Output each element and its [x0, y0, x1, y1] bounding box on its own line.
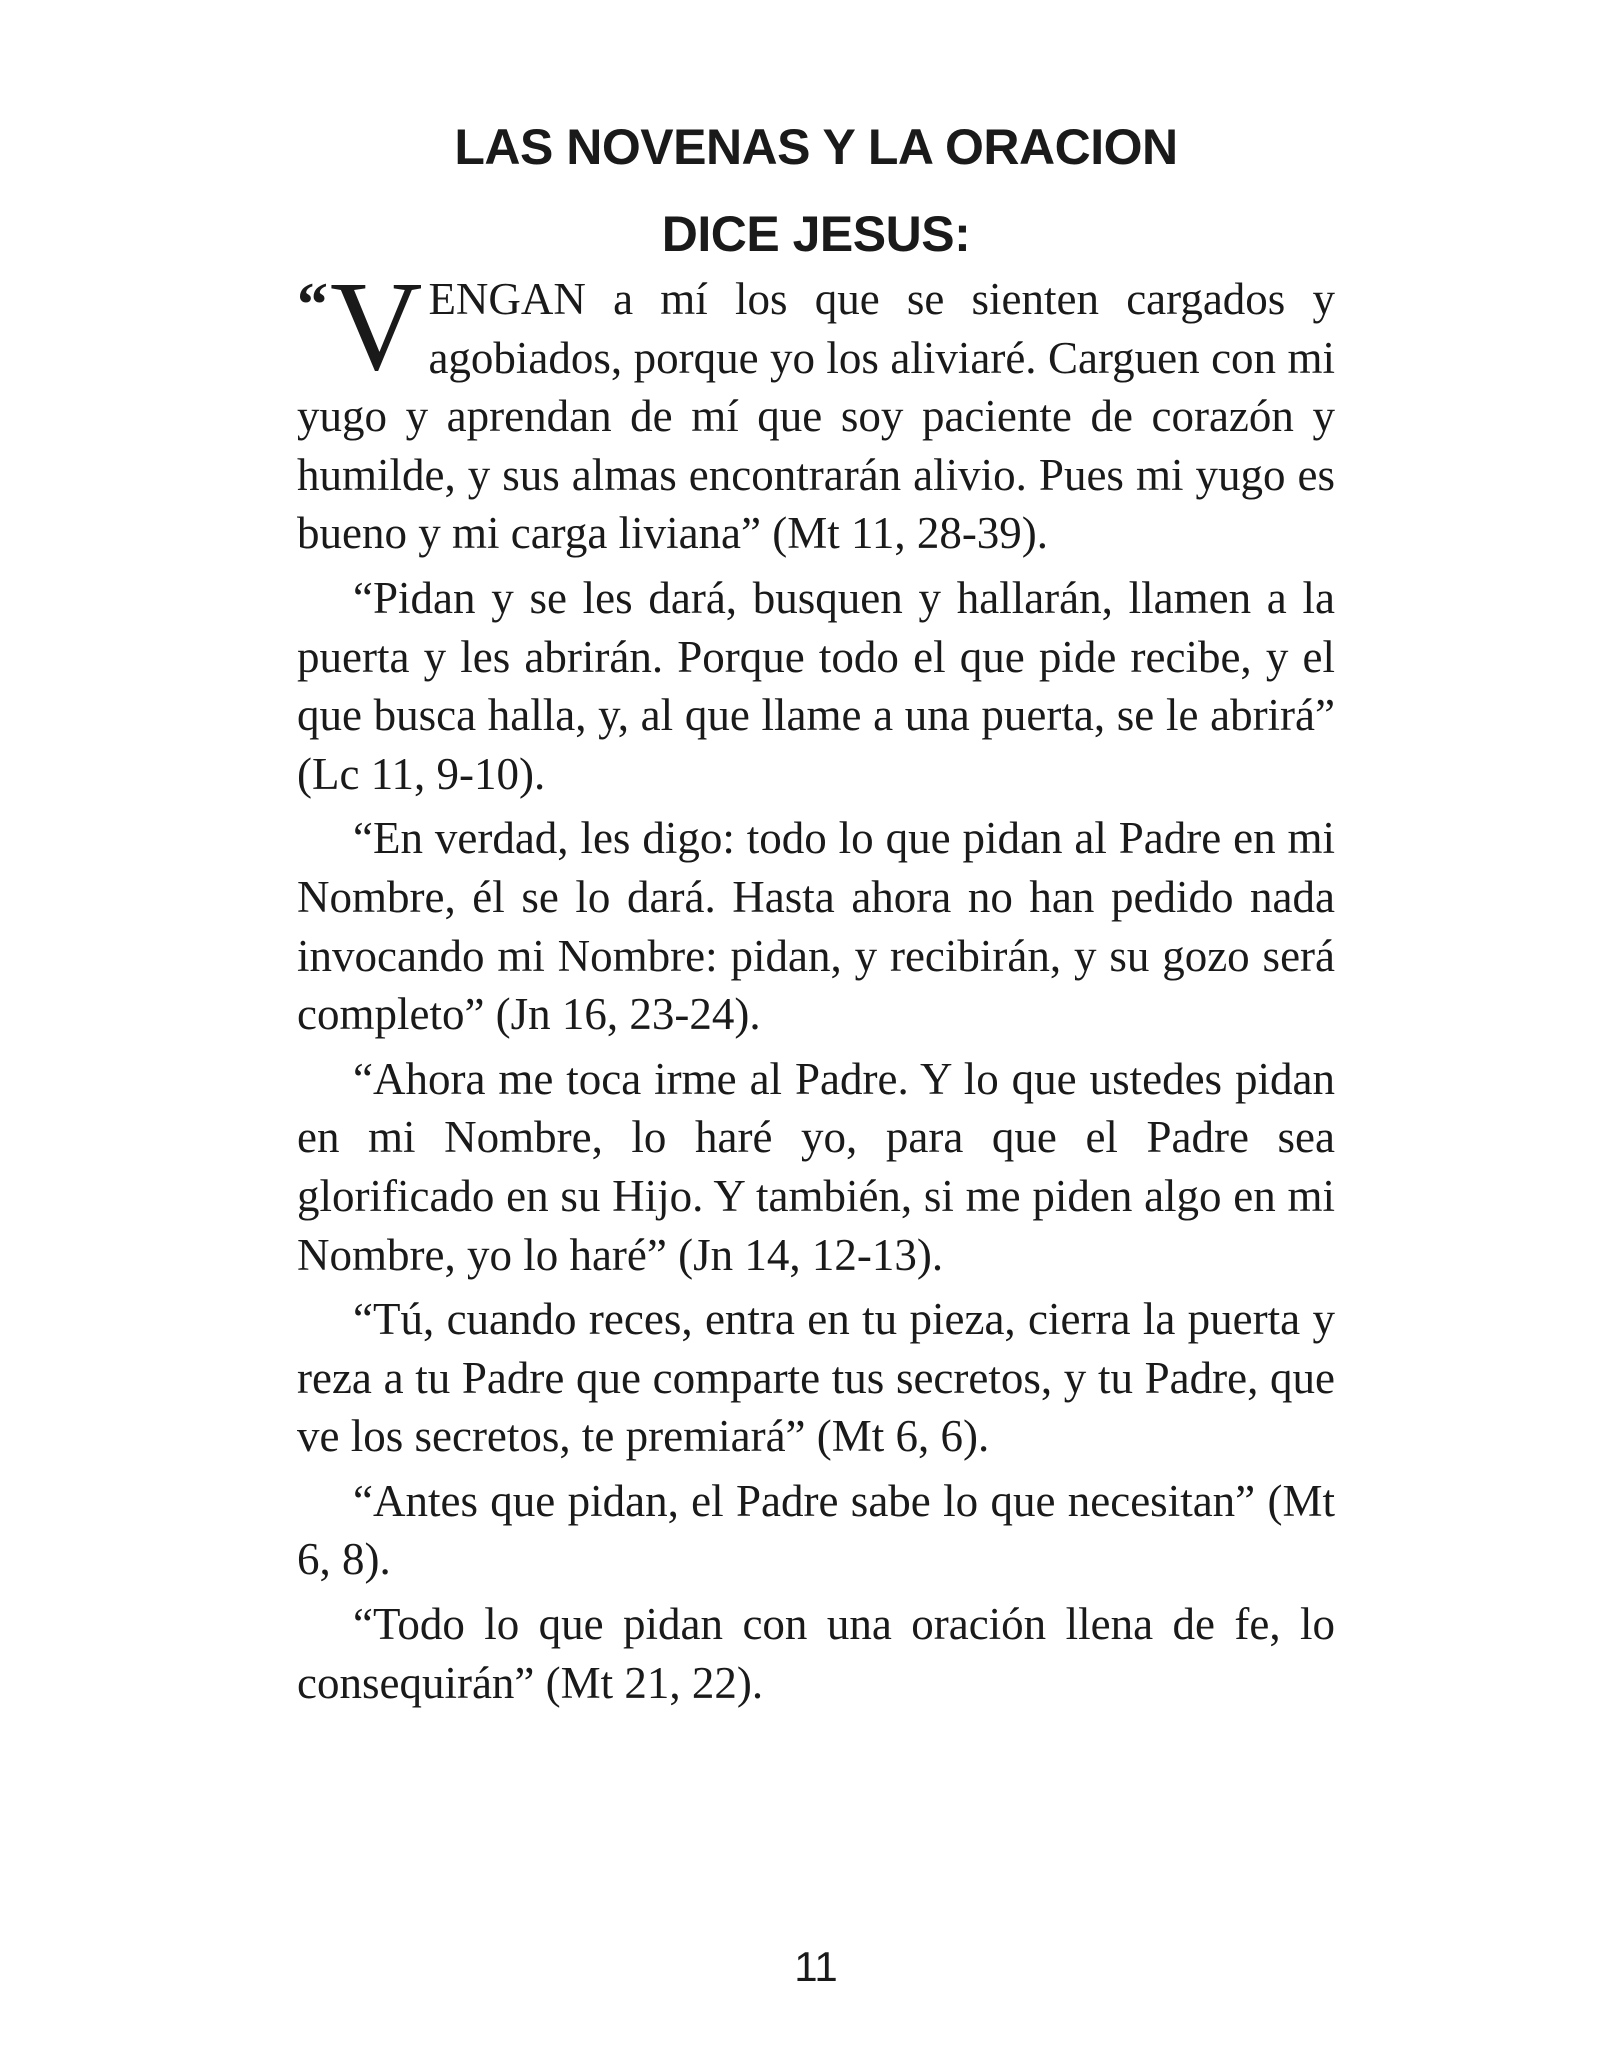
paragraph-1-text: ENGAN a mí los que se sienten cargados y agobiados, porque yo los aliviaré. Carguen con mi yugo y aprendan de mí que soy paciente de corazón y humilde, y sus almas encontrarán alivio. Pues mi yugo es bueno y mi carga liviana” (Mt 11, 28-39). [297, 274, 1335, 559]
page-number: 11 [794, 1943, 838, 1990]
section-heading: DICE JESUS: [661, 206, 971, 262]
paragraph-6: “Antes que pidan, el Padre sabe lo que necesitan” (Mt 6, 8). [297, 1475, 1335, 1585]
paragraph-4: “Ahora me toca irme al Padre. Y lo que ustedes pidan en mi Nombre, lo haré yo, para que el Padre sea glorificado en su Hijo. Y también, si me piden algo en mi Nombre, yo lo haré” (Jn 14, 12-13). [297, 1053, 1335, 1280]
book-page [297, 0, 1335, 2048]
page-title: LAS NOVENAS Y LA ORACION [454, 119, 1178, 175]
paragraph-2: “Pidan y se les dará, busquen y hallarán, llamen a la puerta y les abrirán. Porque todo el que pide recibe, y el que busca halla, y, al que llame a una puerta, se le abrirá” (Lc 11, 9-10). [297, 572, 1335, 799]
scripture-text [297, 255, 1335, 1718]
drop-cap-letter: V [330, 255, 423, 397]
paragraph-1 [297, 255, 1335, 563]
drop-cap [297, 255, 423, 397]
paragraph-3: “En verdad, les digo: todo lo que pidan al Padre en mi Nombre, él se lo dará. Hasta ahora no han pedido nada invocando mi Nombre: pidan, y recibirán, y su gozo será completo” (Jn 16, 23-24). [297, 813, 1335, 1040]
paragraph-7: “Todo lo que pidan con una oración llena de fe, lo consequirán” (Mt 21, 22). [297, 1599, 1335, 1708]
drop-cap-quote: “ [297, 271, 328, 339]
paragraph-5: “Tú, cuando reces, entra en tu pieza, cierra la puerta y reza a tu Padre que comparte tus secretos, y tu Padre, que ve los secretos, te premiará” (Mt 6, 6). [297, 1294, 1335, 1462]
